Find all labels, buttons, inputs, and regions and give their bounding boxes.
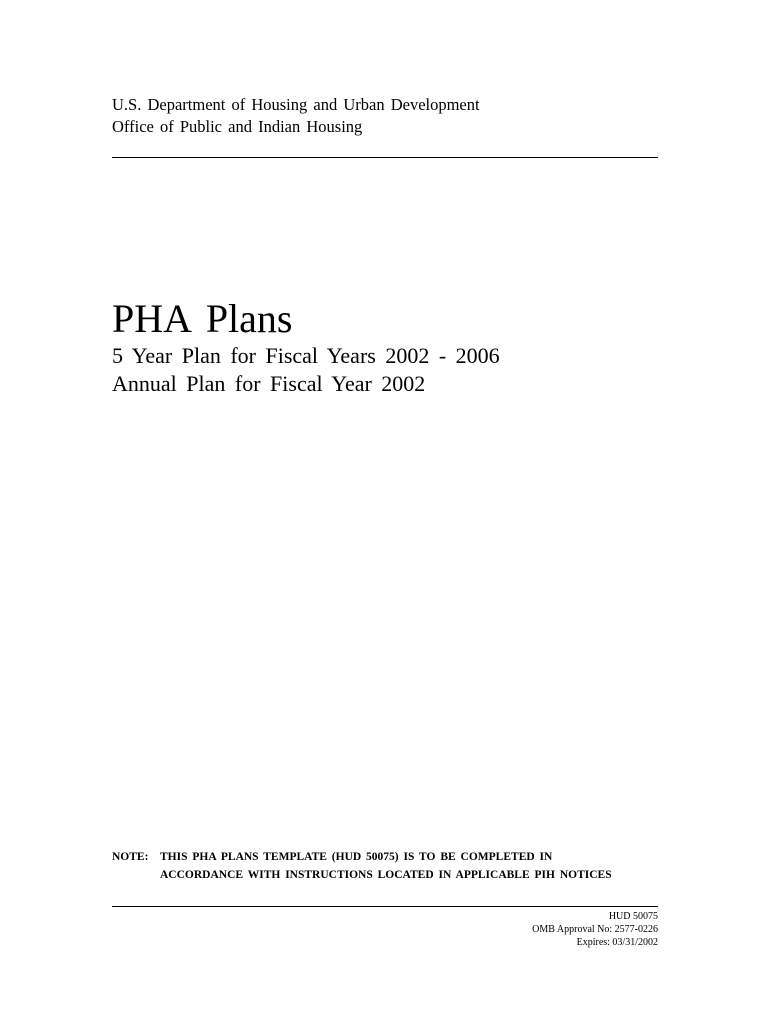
- annual-plan-title: Annual Plan for Fiscal Year 2002: [112, 371, 426, 396]
- expiration-date: Expires: 03/31/2002: [576, 937, 658, 948]
- note-label: NOTE:: [112, 851, 149, 863]
- agency-name: U.S. Department of Housing and Urban Development: [112, 95, 480, 114]
- template-note: [112, 848, 612, 884]
- note-line-1: THIS PHA PLANS TEMPLATE (HUD 50075) IS TO BE COMPLETED IN: [160, 851, 553, 863]
- omb-approval: OMB Approval No: 2577-0226: [532, 924, 658, 935]
- footer-divider: [112, 906, 658, 907]
- header-divider: [112, 157, 658, 158]
- form-footer: [532, 910, 658, 949]
- five-year-plan-title: 5 Year Plan for Fiscal Years 2002 - 2006: [112, 343, 500, 368]
- document-title: PHA Plans: [112, 296, 293, 341]
- page-header: [112, 94, 480, 138]
- note-line-2: ACCORDANCE WITH INSTRUCTIONS LOCATED IN APPLICABLE PIH NOTICES: [160, 869, 612, 881]
- title-block: [112, 296, 500, 398]
- form-number: HUD 50075: [608, 911, 658, 922]
- office-name: Office of Public and Indian Housing: [112, 117, 363, 136]
